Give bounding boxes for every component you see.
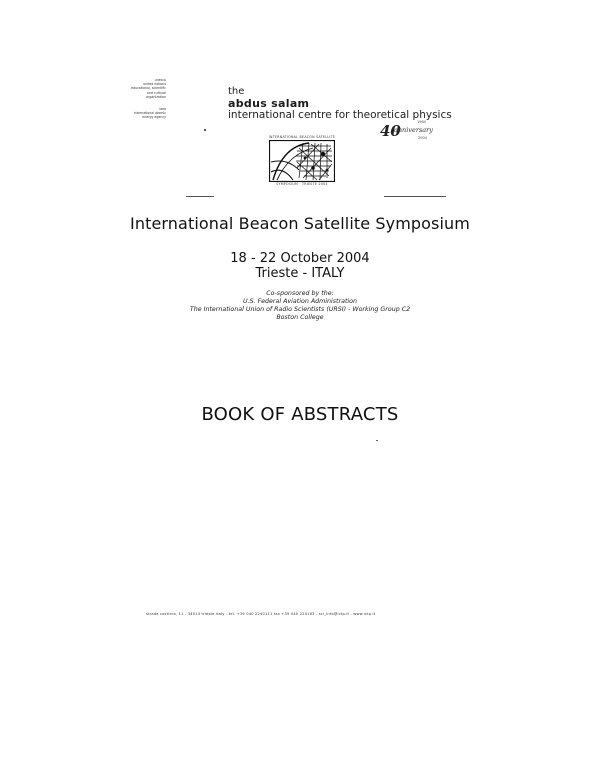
header-abdus-salam: abdus salam — [228, 97, 310, 110]
left-block-gap — [118, 99, 166, 107]
left-block-line: organization — [146, 94, 166, 99]
logo-top-text: INTERNATIONAL BEACON SATELLITE — [268, 135, 336, 139]
anniversary-year-end: 2004 — [418, 136, 427, 140]
left-block-line: and cultural — [146, 90, 166, 95]
symposium-title: International Beacon Satellite Symposium — [130, 214, 470, 233]
divider-right — [384, 196, 446, 197]
header-ictp: international centre for theoretical physics — [228, 109, 452, 121]
anniversary-number: 40 — [380, 122, 401, 140]
stray-dot — [204, 129, 206, 131]
beacon-symposium-logo — [262, 135, 342, 190]
cosponsor-item: Boston College — [276, 314, 324, 321]
header-the: the — [228, 86, 245, 97]
globe-grid-icon — [269, 140, 335, 182]
symposium-dates: 18 - 22 October 2004 — [230, 251, 370, 266]
stray-mark — [376, 440, 378, 441]
anniversary-year-start: 1964 — [417, 120, 426, 124]
unesco-iaea-block — [118, 78, 166, 120]
cosponsors-intro: Co-sponsored by the: — [266, 290, 334, 297]
book-of-abstracts-title: BOOK OF ABSTRACTS — [201, 404, 399, 425]
cosponsor-item: The International Union of Radio Scientists (URSI) - Working Group C2 — [189, 306, 411, 313]
cosponsor-item: U.S. Federal Aviation Administration — [242, 298, 358, 305]
logo-bottom-text: SYMPOSIUM · TRIESTE 2004 — [276, 182, 328, 186]
divider-left — [186, 196, 214, 197]
left-block-line: iaea — [159, 107, 166, 112]
footer-address: strada costiera, 11 - 34014 trieste italy - tel. +39 040 2240111 fax +39 040 224163 - sci_info@ictp.it - www.ictp.it — [146, 612, 376, 616]
left-block-line: educational, scientific — [131, 86, 166, 91]
anniversary-logo — [380, 120, 440, 144]
left-block-line: united nations — [143, 82, 166, 87]
left-block-line: energy agency — [142, 115, 166, 120]
left-block-line: international atomic — [133, 111, 166, 116]
cosponsors-block — [0, 290, 600, 322]
symposium-location: Trieste - ITALY — [255, 266, 345, 281]
left-block-line: unesco — [154, 78, 166, 82]
anniversary-word: anniversary — [394, 126, 433, 134]
